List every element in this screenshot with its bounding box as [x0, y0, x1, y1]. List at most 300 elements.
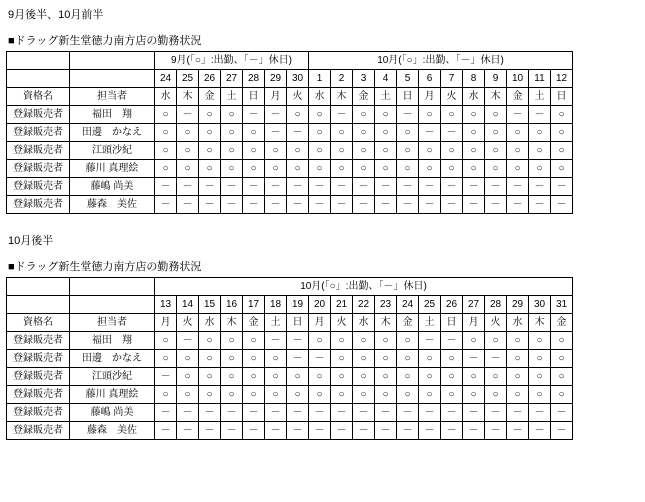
column-header-qualification: 資格名 [7, 314, 70, 332]
cell-mark: ○ [177, 386, 199, 404]
day-number: 30 [529, 296, 551, 314]
spacer [6, 214, 639, 234]
cell-mark: － [287, 350, 309, 368]
month-header-row [7, 278, 573, 296]
cell-qualification: 登録販売者 [7, 142, 70, 160]
weekday: 金 [551, 314, 573, 332]
day-number: 25 [177, 70, 199, 88]
cell-mark: ○ [375, 124, 397, 142]
cell-mark: ○ [309, 124, 331, 142]
cell-mark: ○ [441, 160, 463, 178]
cell-mark: ○ [331, 350, 353, 368]
day-number: 15 [199, 296, 221, 314]
cell-mark: － [397, 422, 419, 440]
cell-mark: － [265, 106, 287, 124]
table-row [7, 386, 573, 404]
cell-mark: － [441, 178, 463, 196]
cell-mark: ○ [419, 350, 441, 368]
cell-person: 江頭沙紀 [70, 368, 155, 386]
cell-mark: ○ [463, 160, 485, 178]
cell-mark: － [419, 178, 441, 196]
cell-mark: ○ [507, 368, 529, 386]
cell-mark: ○ [199, 332, 221, 350]
day-number: 10 [507, 70, 529, 88]
cell-mark: ○ [375, 142, 397, 160]
corner-blank [70, 278, 155, 296]
cell-mark: ○ [155, 350, 177, 368]
cell-mark: － [287, 332, 309, 350]
cell-mark: － [199, 422, 221, 440]
day-number: 20 [309, 296, 331, 314]
column-header-person: 担当者 [70, 88, 155, 106]
weekday: 火 [177, 314, 199, 332]
table-row [7, 422, 573, 440]
cell-mark: ○ [507, 350, 529, 368]
day-number: 2 [331, 70, 353, 88]
cell-person: 江頭沙紀 [70, 142, 155, 160]
cell-mark: － [287, 422, 309, 440]
weekday: 金 [353, 88, 375, 106]
cell-mark: ○ [397, 332, 419, 350]
cell-mark: － [419, 422, 441, 440]
day-number: 30 [287, 70, 309, 88]
section-label-1: 9月後半、10月前半 [8, 9, 104, 21]
cell-mark: － [199, 178, 221, 196]
cell-mark: － [265, 332, 287, 350]
cell-qualification: 登録販売者 [7, 350, 70, 368]
cell-mark: ○ [397, 368, 419, 386]
table-row [7, 368, 573, 386]
weekday-row [7, 314, 573, 332]
cell-mark: － [419, 196, 441, 214]
cell-mark: ○ [397, 386, 419, 404]
cell-mark: － [485, 422, 507, 440]
cell-mark: － [155, 196, 177, 214]
cell-mark: ○ [441, 368, 463, 386]
day-number: 24 [397, 296, 419, 314]
cell-mark: ○ [309, 142, 331, 160]
day-number: 27 [463, 296, 485, 314]
spacer [6, 22, 639, 34]
weekday: 火 [287, 88, 309, 106]
cell-person: 藤嶋 尚美 [70, 404, 155, 422]
day-number: 4 [375, 70, 397, 88]
cell-mark: － [529, 404, 551, 422]
table-row [7, 332, 573, 350]
cell-mark: － [265, 124, 287, 142]
weekday: 水 [507, 314, 529, 332]
cell-mark: － [551, 178, 573, 196]
cell-mark: ○ [265, 142, 287, 160]
day-number: 28 [243, 70, 265, 88]
day-number: 22 [353, 296, 375, 314]
table-row [7, 142, 573, 160]
corner-blank [7, 52, 70, 70]
cell-mark: ○ [177, 350, 199, 368]
weekday-row [7, 88, 573, 106]
day-number: 3 [353, 70, 375, 88]
weekday: 水 [463, 88, 485, 106]
cell-mark: ○ [155, 106, 177, 124]
cell-mark: ○ [441, 106, 463, 124]
weekday: 日 [441, 314, 463, 332]
cell-mark: － [529, 196, 551, 214]
cell-mark: ○ [529, 124, 551, 142]
day-number: 12 [551, 70, 573, 88]
table-row [7, 404, 573, 422]
cell-person: 福田 翔 [70, 332, 155, 350]
cell-mark: － [463, 196, 485, 214]
weekday: 水 [155, 88, 177, 106]
cell-mark: － [441, 196, 463, 214]
cell-mark: － [155, 422, 177, 440]
cell-mark: ○ [243, 350, 265, 368]
cell-mark: － [243, 196, 265, 214]
table-row [7, 178, 573, 196]
cell-mark: ○ [287, 386, 309, 404]
spacer [6, 248, 639, 260]
cell-mark: － [353, 178, 375, 196]
cell-mark: － [265, 178, 287, 196]
cell-mark: ○ [155, 160, 177, 178]
cell-mark: － [397, 106, 419, 124]
cell-mark: ○ [331, 332, 353, 350]
cell-mark: ○ [331, 386, 353, 404]
cell-mark: ○ [485, 332, 507, 350]
cell-mark: ○ [551, 142, 573, 160]
cell-mark: － [485, 196, 507, 214]
weekday: 月 [419, 88, 441, 106]
cell-mark: － [265, 422, 287, 440]
cell-mark: － [221, 422, 243, 440]
cell-mark: － [331, 196, 353, 214]
section-label-2: 10月後半 [8, 235, 54, 247]
month-header-row [7, 52, 573, 70]
cell-mark: － [331, 404, 353, 422]
table-row [7, 160, 573, 178]
corner-blank [7, 278, 70, 296]
cell-mark: － [441, 124, 463, 142]
cell-mark: － [551, 404, 573, 422]
day-number: 6 [419, 70, 441, 88]
cell-mark: ○ [331, 124, 353, 142]
cell-qualification: 登録販売者 [7, 332, 70, 350]
cell-mark: ○ [353, 332, 375, 350]
schedule-table-1 [6, 51, 573, 214]
cell-mark: ○ [419, 368, 441, 386]
corner-blank [7, 70, 70, 88]
cell-mark: ○ [397, 160, 419, 178]
cell-qualification: 登録販売者 [7, 386, 70, 404]
cell-mark: － [353, 422, 375, 440]
cell-mark: － [243, 422, 265, 440]
cell-mark: － [221, 178, 243, 196]
cell-mark: － [507, 404, 529, 422]
cell-mark: ○ [375, 332, 397, 350]
cell-mark: ○ [529, 368, 551, 386]
cell-mark: － [529, 106, 551, 124]
cell-mark: － [463, 404, 485, 422]
cell-mark: － [199, 404, 221, 422]
cell-mark: ○ [419, 160, 441, 178]
cell-mark: － [529, 178, 551, 196]
cell-mark: － [397, 196, 419, 214]
cell-mark: ○ [485, 124, 507, 142]
day-number: 14 [177, 296, 199, 314]
cell-mark: － [463, 422, 485, 440]
day-number: 17 [243, 296, 265, 314]
cell-mark: － [441, 332, 463, 350]
cell-mark: ○ [243, 368, 265, 386]
cell-mark: ○ [221, 350, 243, 368]
weekday: 水 [199, 314, 221, 332]
weekday: 木 [485, 88, 507, 106]
cell-mark: ○ [199, 106, 221, 124]
cell-mark: ○ [551, 368, 573, 386]
cell-mark: ○ [375, 106, 397, 124]
cell-mark: － [177, 196, 199, 214]
cell-mark: － [309, 350, 331, 368]
cell-mark: ○ [199, 386, 221, 404]
cell-mark: － [485, 178, 507, 196]
day-number: 28 [485, 296, 507, 314]
day-number-row [7, 70, 573, 88]
table-row [7, 106, 573, 124]
cell-mark: － [243, 404, 265, 422]
cell-mark: ○ [419, 142, 441, 160]
cell-mark: ○ [221, 160, 243, 178]
day-number: 29 [507, 296, 529, 314]
cell-mark: ○ [309, 160, 331, 178]
weekday: 木 [221, 314, 243, 332]
column-header-person: 担当者 [70, 314, 155, 332]
cell-mark: ○ [551, 386, 573, 404]
day-number: 16 [221, 296, 243, 314]
cell-mark: ○ [529, 386, 551, 404]
weekday: 日 [243, 88, 265, 106]
day-number: 25 [419, 296, 441, 314]
cell-mark: ○ [485, 160, 507, 178]
corner-blank [70, 296, 155, 314]
cell-mark: － [331, 422, 353, 440]
cell-mark: ○ [199, 368, 221, 386]
weekday: 日 [397, 88, 419, 106]
cell-mark: － [551, 422, 573, 440]
cell-mark: ○ [155, 124, 177, 142]
day-number: 26 [441, 296, 463, 314]
cell-mark: － [309, 404, 331, 422]
cell-person: 藤川 真理絵 [70, 160, 155, 178]
weekday: 火 [441, 88, 463, 106]
corner-blank [70, 70, 155, 88]
cell-mark: ○ [221, 124, 243, 142]
cell-mark: － [463, 178, 485, 196]
day-number: 23 [375, 296, 397, 314]
cell-mark: － [375, 196, 397, 214]
weekday: 日 [287, 314, 309, 332]
day-number: 8 [463, 70, 485, 88]
cell-mark: － [155, 368, 177, 386]
cell-mark: － [375, 404, 397, 422]
weekday: 土 [375, 88, 397, 106]
cell-mark: － [177, 404, 199, 422]
cell-mark: ○ [331, 160, 353, 178]
cell-mark: － [155, 178, 177, 196]
cell-mark: ○ [353, 142, 375, 160]
cell-mark: ○ [507, 386, 529, 404]
cell-mark: ○ [441, 350, 463, 368]
cell-mark: ○ [177, 142, 199, 160]
cell-mark: ○ [397, 142, 419, 160]
cell-mark: － [177, 422, 199, 440]
weekday: 月 [309, 314, 331, 332]
weekday: 月 [155, 314, 177, 332]
weekday: 木 [331, 88, 353, 106]
cell-mark: ○ [177, 124, 199, 142]
cell-mark: ○ [199, 142, 221, 160]
cell-mark: － [177, 332, 199, 350]
cell-mark: ○ [397, 350, 419, 368]
cell-mark: － [529, 422, 551, 440]
cell-mark: － [485, 404, 507, 422]
cell-mark: ○ [243, 332, 265, 350]
cell-mark: － [221, 404, 243, 422]
cell-mark: － [287, 196, 309, 214]
month-header-september: 9月(「○」:出勤、「－」休日) [155, 52, 309, 70]
cell-mark: ○ [551, 332, 573, 350]
cell-qualification: 登録販売者 [7, 196, 70, 214]
weekday: 土 [265, 314, 287, 332]
cell-mark: － [485, 350, 507, 368]
cell-mark: － [199, 196, 221, 214]
cell-mark: ○ [221, 106, 243, 124]
block-title-1: ■ドラッグ新生堂徳力南方店の勤務状況 [8, 35, 202, 47]
cell-qualification: 登録販売者 [7, 404, 70, 422]
weekday: 火 [331, 314, 353, 332]
cell-mark: ○ [309, 106, 331, 124]
cell-mark: ○ [155, 142, 177, 160]
month-header-october: 10月(「○」:出勤、「－」休日) [309, 52, 573, 70]
day-number: 27 [221, 70, 243, 88]
cell-person: 田邊 かなえ [70, 350, 155, 368]
weekday: 土 [529, 88, 551, 106]
cell-mark: ○ [353, 386, 375, 404]
cell-mark: － [397, 404, 419, 422]
block-title-2: ■ドラッグ新生堂徳力南方店の勤務状況 [8, 261, 202, 273]
day-number: 19 [287, 296, 309, 314]
cell-mark: ○ [485, 106, 507, 124]
cell-mark: ○ [507, 124, 529, 142]
cell-mark: ○ [265, 386, 287, 404]
cell-mark: ○ [287, 368, 309, 386]
cell-mark: ○ [375, 386, 397, 404]
day-number: 18 [265, 296, 287, 314]
cell-mark: － [551, 196, 573, 214]
cell-mark: － [287, 404, 309, 422]
weekday: 水 [353, 314, 375, 332]
cell-mark: － [287, 178, 309, 196]
cell-mark: ○ [155, 332, 177, 350]
cell-person: 福田 翔 [70, 106, 155, 124]
cell-mark: ○ [441, 386, 463, 404]
cell-mark: ○ [463, 386, 485, 404]
weekday: 日 [551, 88, 573, 106]
cell-mark: ○ [463, 106, 485, 124]
cell-mark: ○ [463, 124, 485, 142]
cell-mark: ○ [375, 368, 397, 386]
cell-mark: － [265, 196, 287, 214]
cell-mark: ○ [309, 368, 331, 386]
column-header-qualification: 資格名 [7, 88, 70, 106]
table-row [7, 124, 573, 142]
cell-mark: － [375, 178, 397, 196]
cell-mark: － [397, 178, 419, 196]
cell-mark: ○ [507, 160, 529, 178]
weekday: 水 [309, 88, 331, 106]
day-number: 5 [397, 70, 419, 88]
cell-mark: ○ [353, 160, 375, 178]
cell-person: 田邊 かなえ [70, 124, 155, 142]
cell-mark: ○ [529, 350, 551, 368]
cell-mark: ○ [551, 106, 573, 124]
cell-mark: ○ [243, 124, 265, 142]
cell-qualification: 登録販売者 [7, 160, 70, 178]
cell-mark: ○ [243, 142, 265, 160]
cell-mark: － [419, 124, 441, 142]
cell-mark: ○ [529, 332, 551, 350]
day-number: 31 [551, 296, 573, 314]
table-row [7, 350, 573, 368]
cell-mark: ○ [221, 368, 243, 386]
cell-mark: ○ [177, 160, 199, 178]
cell-mark: － [155, 404, 177, 422]
cell-mark: ○ [485, 386, 507, 404]
schedule-table-1-body [7, 52, 573, 214]
cell-mark: － [353, 404, 375, 422]
day-number: 29 [265, 70, 287, 88]
corner-blank [70, 52, 155, 70]
cell-mark: － [441, 422, 463, 440]
cell-mark: － [331, 106, 353, 124]
cell-mark: － [265, 404, 287, 422]
cell-qualification: 登録販売者 [7, 178, 70, 196]
day-number: 1 [309, 70, 331, 88]
cell-mark: ○ [419, 386, 441, 404]
cell-mark: － [177, 106, 199, 124]
cell-mark: ○ [221, 332, 243, 350]
cell-person: 藤森 美佐 [70, 422, 155, 440]
cell-mark: － [243, 106, 265, 124]
cell-mark: － [507, 106, 529, 124]
weekday: 金 [397, 314, 419, 332]
cell-mark: ○ [331, 368, 353, 386]
cell-mark: ○ [199, 350, 221, 368]
weekday: 土 [419, 314, 441, 332]
weekday: 木 [177, 88, 199, 106]
cell-mark: ○ [243, 386, 265, 404]
cell-mark: ○ [287, 160, 309, 178]
weekday: 金 [199, 88, 221, 106]
cell-mark: ○ [441, 142, 463, 160]
schedule-table-2-body [7, 278, 573, 440]
cell-mark: ○ [309, 332, 331, 350]
day-number: 11 [529, 70, 551, 88]
day-number: 13 [155, 296, 177, 314]
cell-mark: － [331, 178, 353, 196]
cell-qualification: 登録販売者 [7, 106, 70, 124]
cell-mark: － [177, 178, 199, 196]
cell-mark: ○ [287, 142, 309, 160]
